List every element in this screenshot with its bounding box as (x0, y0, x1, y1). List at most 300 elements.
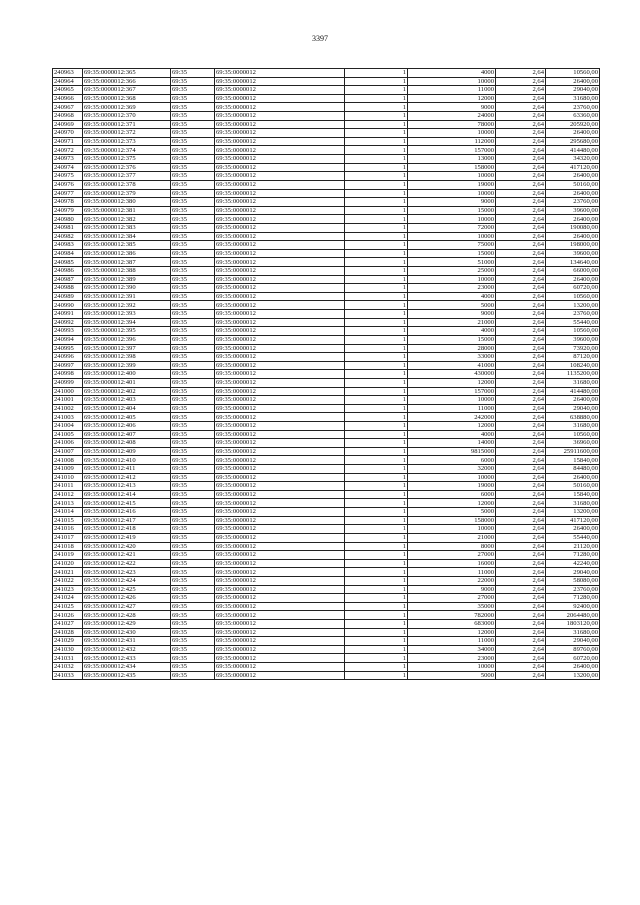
table-row (53, 396, 600, 405)
district-code-cell: 69:35 (171, 189, 215, 198)
row-number-cell: 240997 (53, 361, 83, 370)
row-number-cell: 240977 (53, 189, 83, 198)
district-code-cell: 69:35 (171, 430, 215, 439)
row-number-cell: 240969 (53, 120, 83, 129)
rate-cell: 2,64 (496, 378, 546, 387)
quarter-number-cell: 69:35:0000012 (215, 189, 345, 198)
district-code-cell: 69:35 (171, 241, 215, 250)
cadastral-number-cell: 69:35:0000012:373 (83, 137, 171, 146)
table-row (53, 378, 600, 387)
count-cell: 1 (345, 645, 408, 654)
rate-cell: 2,64 (496, 465, 546, 474)
district-code-cell: 69:35 (171, 465, 215, 474)
quarter-number-cell: 69:35:0000012 (215, 172, 345, 181)
quarter-number-cell: 69:35:0000012 (215, 533, 345, 542)
count-cell: 1 (345, 223, 408, 232)
district-code-cell: 69:35 (171, 663, 215, 672)
count-cell: 1 (345, 94, 408, 103)
rate-cell: 2,64 (496, 275, 546, 284)
count-cell: 1 (345, 146, 408, 155)
rate-cell: 2,64 (496, 413, 546, 422)
amount-cell: 26400,00 (546, 189, 600, 198)
table-row (53, 542, 600, 551)
quarter-number-cell: 69:35:0000012 (215, 378, 345, 387)
district-code-cell: 69:35 (171, 551, 215, 560)
count-cell: 1 (345, 232, 408, 241)
count-cell: 1 (345, 318, 408, 327)
rate-cell: 2,64 (496, 335, 546, 344)
count-cell: 1 (345, 663, 408, 672)
area-cell: 10000 (408, 172, 496, 181)
cadastral-number-cell: 69:35:0000012:372 (83, 129, 171, 138)
table-row (53, 189, 600, 198)
district-code-cell: 69:35 (171, 516, 215, 525)
quarter-number-cell: 69:35:0000012 (215, 241, 345, 250)
rate-cell: 2,64 (496, 508, 546, 517)
area-cell: 19000 (408, 482, 496, 491)
quarter-number-cell: 69:35:0000012 (215, 284, 345, 293)
district-code-cell: 69:35 (171, 249, 215, 258)
cadastral-number-cell: 69:35:0000012:423 (83, 568, 171, 577)
district-code-cell: 69:35 (171, 146, 215, 155)
amount-cell: 26400,00 (546, 77, 600, 86)
district-code-cell: 69:35 (171, 499, 215, 508)
district-code-cell: 69:35 (171, 447, 215, 456)
amount-cell: 92400,00 (546, 602, 600, 611)
area-cell: 12000 (408, 421, 496, 430)
table-row (53, 594, 600, 603)
count-cell: 1 (345, 112, 408, 121)
count-cell: 1 (345, 482, 408, 491)
table-row (53, 77, 600, 86)
amount-cell: 10560,00 (546, 430, 600, 439)
quarter-number-cell: 69:35:0000012 (215, 94, 345, 103)
row-number-cell: 241002 (53, 404, 83, 413)
area-cell: 12000 (408, 628, 496, 637)
amount-cell: 39600,00 (546, 335, 600, 344)
amount-cell: 60720,00 (546, 654, 600, 663)
quarter-number-cell: 69:35:0000012 (215, 439, 345, 448)
quarter-number-cell: 69:35:0000012 (215, 645, 345, 654)
cadastral-number-cell: 69:35:0000012:385 (83, 241, 171, 250)
quarter-number-cell: 69:35:0000012 (215, 146, 345, 155)
cadastral-number-cell: 69:35:0000012:378 (83, 180, 171, 189)
rate-cell: 2,64 (496, 301, 546, 310)
area-cell: 25000 (408, 267, 496, 276)
cadastral-number-cell: 69:35:0000012:377 (83, 172, 171, 181)
row-number-cell: 241029 (53, 637, 83, 646)
cadastral-number-cell: 69:35:0000012:390 (83, 284, 171, 293)
table-row (53, 344, 600, 353)
count-cell: 1 (345, 516, 408, 525)
area-cell: 9000 (408, 310, 496, 319)
row-number-cell: 240983 (53, 241, 83, 250)
cadastral-number-cell: 69:35:0000012:395 (83, 327, 171, 336)
quarter-number-cell: 69:35:0000012 (215, 198, 345, 207)
table-row (53, 206, 600, 215)
area-cell: 78000 (408, 120, 496, 129)
area-cell: 32000 (408, 465, 496, 474)
quarter-number-cell: 69:35:0000012 (215, 129, 345, 138)
amount-cell: 26400,00 (546, 129, 600, 138)
area-cell: 158000 (408, 516, 496, 525)
row-number-cell: 241009 (53, 465, 83, 474)
cadastral-number-cell: 69:35:0000012:433 (83, 654, 171, 663)
count-cell: 1 (345, 249, 408, 258)
area-cell: 11000 (408, 86, 496, 95)
quarter-number-cell: 69:35:0000012 (215, 499, 345, 508)
count-cell: 1 (345, 267, 408, 276)
amount-cell: 71280,00 (546, 551, 600, 560)
quarter-number-cell: 69:35:0000012 (215, 155, 345, 164)
quarter-number-cell: 69:35:0000012 (215, 180, 345, 189)
rate-cell: 2,64 (496, 421, 546, 430)
amount-cell: 23760,00 (546, 585, 600, 594)
table-row (53, 465, 600, 474)
quarter-number-cell: 69:35:0000012 (215, 559, 345, 568)
table-row (53, 473, 600, 482)
amount-cell: 23760,00 (546, 198, 600, 207)
row-number-cell: 240974 (53, 163, 83, 172)
rate-cell: 2,64 (496, 361, 546, 370)
area-cell: 11000 (408, 637, 496, 646)
amount-cell: 31680,00 (546, 378, 600, 387)
rate-cell: 2,64 (496, 439, 546, 448)
district-code-cell: 69:35 (171, 404, 215, 413)
rate-cell: 2,64 (496, 473, 546, 482)
quarter-number-cell: 69:35:0000012 (215, 258, 345, 267)
count-cell: 1 (345, 77, 408, 86)
row-number-cell: 241017 (53, 533, 83, 542)
table-row (53, 232, 600, 241)
district-code-cell: 69:35 (171, 637, 215, 646)
rate-cell: 2,64 (496, 499, 546, 508)
amount-cell: 58080,00 (546, 576, 600, 585)
table-row (53, 318, 600, 327)
count-cell: 1 (345, 576, 408, 585)
count-cell: 1 (345, 129, 408, 138)
count-cell: 1 (345, 602, 408, 611)
cadastral-number-cell: 69:35:0000012:419 (83, 533, 171, 542)
rate-cell: 2,64 (496, 396, 546, 405)
rate-cell: 2,64 (496, 620, 546, 629)
row-number-cell: 241012 (53, 490, 83, 499)
row-number-cell: 241031 (53, 654, 83, 663)
quarter-number-cell: 69:35:0000012 (215, 335, 345, 344)
row-number-cell: 241003 (53, 413, 83, 422)
count-cell: 1 (345, 542, 408, 551)
area-cell: 41000 (408, 361, 496, 370)
amount-cell: 414480,00 (546, 146, 600, 155)
area-cell: 11000 (408, 568, 496, 577)
amount-cell: 29040,00 (546, 568, 600, 577)
count-cell: 1 (345, 378, 408, 387)
count-cell: 1 (345, 258, 408, 267)
rate-cell: 2,64 (496, 232, 546, 241)
amount-cell: 26400,00 (546, 232, 600, 241)
count-cell: 1 (345, 215, 408, 224)
table-row (53, 628, 600, 637)
district-code-cell: 69:35 (171, 69, 215, 78)
cadastral-number-cell: 69:35:0000012:369 (83, 103, 171, 112)
quarter-number-cell: 69:35:0000012 (215, 310, 345, 319)
rate-cell: 2,64 (496, 112, 546, 121)
count-cell: 1 (345, 284, 408, 293)
quarter-number-cell: 69:35:0000012 (215, 508, 345, 517)
amount-cell: 15840,00 (546, 456, 600, 465)
count-cell: 1 (345, 155, 408, 164)
table-row (53, 69, 600, 78)
quarter-number-cell: 69:35:0000012 (215, 447, 345, 456)
area-cell: 10000 (408, 275, 496, 284)
row-number-cell: 241028 (53, 628, 83, 637)
district-code-cell: 69:35 (171, 344, 215, 353)
page-number: 3397 (312, 34, 328, 43)
amount-cell: 108240,00 (546, 361, 600, 370)
district-code-cell: 69:35 (171, 533, 215, 542)
district-code-cell: 69:35 (171, 594, 215, 603)
rate-cell: 2,64 (496, 482, 546, 491)
amount-cell: 34320,00 (546, 155, 600, 164)
amount-cell: 23760,00 (546, 103, 600, 112)
rate-cell: 2,64 (496, 525, 546, 534)
rate-cell: 2,64 (496, 671, 546, 680)
area-cell: 9000 (408, 198, 496, 207)
row-number-cell: 240963 (53, 69, 83, 78)
row-number-cell: 241006 (53, 439, 83, 448)
area-cell: 157000 (408, 146, 496, 155)
cadastral-number-cell: 69:35:0000012:365 (83, 69, 171, 78)
count-cell: 1 (345, 120, 408, 129)
quarter-number-cell: 69:35:0000012 (215, 568, 345, 577)
table-row (53, 663, 600, 672)
district-code-cell: 69:35 (171, 86, 215, 95)
cadastral-number-cell: 69:35:0000012:424 (83, 576, 171, 585)
quarter-number-cell: 69:35:0000012 (215, 473, 345, 482)
amount-cell: 29040,00 (546, 637, 600, 646)
count-cell: 1 (345, 671, 408, 680)
area-cell: 28000 (408, 344, 496, 353)
area-cell: 8000 (408, 542, 496, 551)
rate-cell: 2,64 (496, 654, 546, 663)
count-cell: 1 (345, 439, 408, 448)
row-number-cell: 240968 (53, 112, 83, 121)
rate-cell: 2,64 (496, 258, 546, 267)
cadastral-number-cell: 69:35:0000012:403 (83, 396, 171, 405)
row-number-cell: 241016 (53, 525, 83, 534)
area-cell: 23000 (408, 284, 496, 293)
count-cell: 1 (345, 370, 408, 379)
row-number-cell: 240995 (53, 344, 83, 353)
row-number-cell: 241024 (53, 594, 83, 603)
table-row (53, 637, 600, 646)
amount-cell: 25911600,00 (546, 447, 600, 456)
amount-cell: 10560,00 (546, 69, 600, 78)
amount-cell: 10560,00 (546, 327, 600, 336)
amount-cell: 26400,00 (546, 172, 600, 181)
quarter-number-cell: 69:35:0000012 (215, 542, 345, 551)
table-row (53, 120, 600, 129)
table-row (53, 137, 600, 146)
amount-cell: 190080,00 (546, 223, 600, 232)
rate-cell: 2,64 (496, 551, 546, 560)
rate-cell: 2,64 (496, 198, 546, 207)
table-row (53, 525, 600, 534)
table-row (53, 568, 600, 577)
area-cell: 6000 (408, 490, 496, 499)
cadastral-number-cell: 69:35:0000012:387 (83, 258, 171, 267)
amount-cell: 13200,00 (546, 301, 600, 310)
area-cell: 10000 (408, 396, 496, 405)
district-code-cell: 69:35 (171, 301, 215, 310)
row-number-cell: 240976 (53, 180, 83, 189)
area-cell: 4000 (408, 292, 496, 301)
row-number-cell: 240979 (53, 206, 83, 215)
row-number-cell: 240975 (53, 172, 83, 181)
table-row (53, 551, 600, 560)
cadastral-number-cell: 69:35:0000012:380 (83, 198, 171, 207)
district-code-cell: 69:35 (171, 611, 215, 620)
area-cell: 19000 (408, 180, 496, 189)
district-code-cell: 69:35 (171, 310, 215, 319)
cadastral-number-cell: 69:35:0000012:401 (83, 378, 171, 387)
row-number-cell: 240978 (53, 198, 83, 207)
table-row (53, 353, 600, 362)
cadastral-number-cell: 69:35:0000012:375 (83, 155, 171, 164)
row-number-cell: 241014 (53, 508, 83, 517)
district-code-cell: 69:35 (171, 559, 215, 568)
district-code-cell: 69:35 (171, 361, 215, 370)
rate-cell: 2,64 (496, 611, 546, 620)
rate-cell: 2,64 (496, 155, 546, 164)
rate-cell: 2,64 (496, 94, 546, 103)
rate-cell: 2,64 (496, 490, 546, 499)
rate-cell: 2,64 (496, 353, 546, 362)
table-row (53, 611, 600, 620)
quarter-number-cell: 69:35:0000012 (215, 404, 345, 413)
row-number-cell: 241000 (53, 387, 83, 396)
cadastral-number-cell: 69:35:0000012:435 (83, 671, 171, 680)
cadastral-number-cell: 69:35:0000012:366 (83, 77, 171, 86)
row-number-cell: 240993 (53, 327, 83, 336)
row-number-cell: 240990 (53, 301, 83, 310)
district-code-cell: 69:35 (171, 284, 215, 293)
count-cell: 1 (345, 465, 408, 474)
district-code-cell: 69:35 (171, 137, 215, 146)
quarter-number-cell: 69:35:0000012 (215, 430, 345, 439)
row-number-cell: 240970 (53, 129, 83, 138)
rate-cell: 2,64 (496, 223, 546, 232)
district-code-cell: 69:35 (171, 215, 215, 224)
cadastral-number-cell: 69:35:0000012:420 (83, 542, 171, 551)
row-number-cell: 241010 (53, 473, 83, 482)
area-cell: 75000 (408, 241, 496, 250)
area-cell: 242000 (408, 413, 496, 422)
area-cell: 13000 (408, 155, 496, 164)
row-number-cell: 241021 (53, 568, 83, 577)
amount-cell: 87120,00 (546, 353, 600, 362)
count-cell: 1 (345, 387, 408, 396)
row-number-cell: 241022 (53, 576, 83, 585)
area-cell: 27000 (408, 551, 496, 560)
cadastral-number-cell: 69:35:0000012:415 (83, 499, 171, 508)
quarter-number-cell: 69:35:0000012 (215, 103, 345, 112)
area-cell: 157000 (408, 387, 496, 396)
count-cell: 1 (345, 353, 408, 362)
amount-cell: 50160,00 (546, 180, 600, 189)
amount-cell: 26400,00 (546, 275, 600, 284)
area-cell: 10000 (408, 473, 496, 482)
row-number-cell: 241030 (53, 645, 83, 654)
count-cell: 1 (345, 585, 408, 594)
table-row (53, 163, 600, 172)
amount-cell: 31680,00 (546, 94, 600, 103)
cadastral-number-cell: 69:35:0000012:409 (83, 447, 171, 456)
rate-cell: 2,64 (496, 146, 546, 155)
table-row (53, 86, 600, 95)
cadastral-number-cell: 69:35:0000012:399 (83, 361, 171, 370)
area-cell: 16000 (408, 559, 496, 568)
cadastral-number-cell: 69:35:0000012:376 (83, 163, 171, 172)
cadastral-number-cell: 69:35:0000012:402 (83, 387, 171, 396)
row-number-cell: 240994 (53, 335, 83, 344)
district-code-cell: 69:35 (171, 508, 215, 517)
cadastral-number-cell: 69:35:0000012:432 (83, 645, 171, 654)
quarter-number-cell: 69:35:0000012 (215, 249, 345, 258)
table-row (53, 361, 600, 370)
count-cell: 1 (345, 69, 408, 78)
row-number-cell: 241013 (53, 499, 83, 508)
table-row (53, 267, 600, 276)
amount-cell: 60720,00 (546, 284, 600, 293)
area-cell: 21000 (408, 533, 496, 542)
count-cell: 1 (345, 473, 408, 482)
area-cell: 35000 (408, 602, 496, 611)
cadastral-number-cell: 69:35:0000012:421 (83, 551, 171, 560)
count-cell: 1 (345, 620, 408, 629)
row-number-cell: 240984 (53, 249, 83, 258)
cadastral-number-cell: 69:35:0000012:405 (83, 413, 171, 422)
table-row (53, 129, 600, 138)
quarter-number-cell: 69:35:0000012 (215, 413, 345, 422)
rate-cell: 2,64 (496, 456, 546, 465)
count-cell: 1 (345, 456, 408, 465)
table-row (53, 146, 600, 155)
district-code-cell: 69:35 (171, 396, 215, 405)
area-cell: 158000 (408, 163, 496, 172)
amount-cell: 84480,00 (546, 465, 600, 474)
table-row (53, 292, 600, 301)
district-code-cell: 69:35 (171, 94, 215, 103)
area-cell: 112000 (408, 137, 496, 146)
table-row (53, 275, 600, 284)
cadastral-table (52, 68, 600, 680)
quarter-number-cell: 69:35:0000012 (215, 206, 345, 215)
area-cell: 9815000 (408, 447, 496, 456)
table-row (53, 439, 600, 448)
area-cell: 683000 (408, 620, 496, 629)
table-row (53, 508, 600, 517)
area-cell: 10000 (408, 129, 496, 138)
quarter-number-cell: 69:35:0000012 (215, 628, 345, 637)
count-cell: 1 (345, 490, 408, 499)
district-code-cell: 69:35 (171, 370, 215, 379)
area-cell: 14000 (408, 439, 496, 448)
quarter-number-cell: 69:35:0000012 (215, 267, 345, 276)
rate-cell: 2,64 (496, 69, 546, 78)
district-code-cell: 69:35 (171, 671, 215, 680)
rate-cell: 2,64 (496, 120, 546, 129)
